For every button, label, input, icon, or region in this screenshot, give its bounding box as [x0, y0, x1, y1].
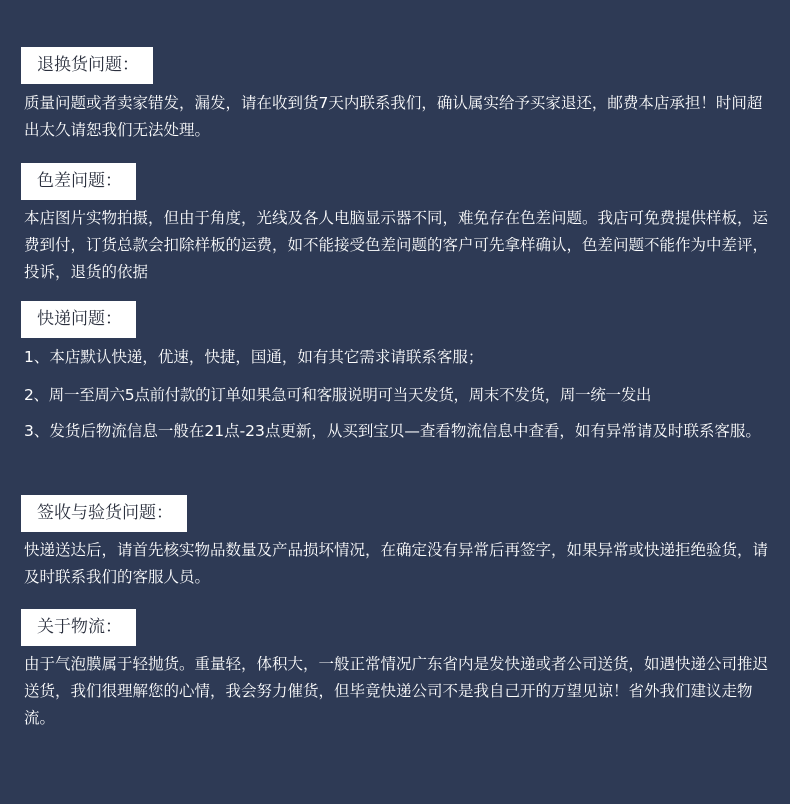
section-text-shipping-1: 1、本店默认快递，优速，快捷，国通，如有其它需求请联系客服； [24, 348, 484, 366]
section-title-logistics: 关于物流： [21, 609, 136, 646]
section-title-color-difference: 色差问题： [21, 163, 136, 200]
section-text-shipping-2: 2、周一至周六5点前付款的订单如果急可和客服说明可当天发货，周末不发货，周一统一发出 [24, 386, 652, 404]
section-text-receipt-inspection: 快递送达后，请首先核实物品数量及产品损坏情况，在确定没有异常后再签字，如果异常或快递拒绝验货，请及时联系我们的客服人员。 [24, 541, 769, 586]
section-title-shipping: 快递问题： [21, 301, 136, 338]
section-title-receipt-inspection: 签收与验货问题： [21, 495, 187, 532]
section-text-returns: 质量问题或者卖家错发，漏发，请在收到货7天内联系我们，确认属实给予买家退还，邮费本店承担！时间超出太久请恕我们无法处理。 [24, 94, 763, 139]
section-text-color-difference: 本店图片实物拍摄，但由于角度，光线及各人电脑显示器不同，难免存在色差问题。我店可免费提供样板，运费到付，订货总款会扣除样板的运费，如不能接受色差问题的客户可先拿样确认，色差问题不能作为中差评，投诉，退货的依据 [24, 209, 769, 281]
section-text-shipping-3: 3、发货后物流信息一般在21点-23点更新，从买到宝贝—查看物流信息中查看，如有异常请及时联系客服。 [24, 422, 761, 440]
section-text-logistics: 由于气泡膜属于轻抛货。重量轻，体积大，一般正常情况广东省内是发快递或者公司送货，如遇快递公司推迟送货，我们很理解您的心情，我会努力催货，但毕竟快递公司不是我自己开的万望见谅！省外我们建议走物流。 [24, 655, 769, 727]
section-title-returns: 退换货问题： [21, 47, 153, 84]
